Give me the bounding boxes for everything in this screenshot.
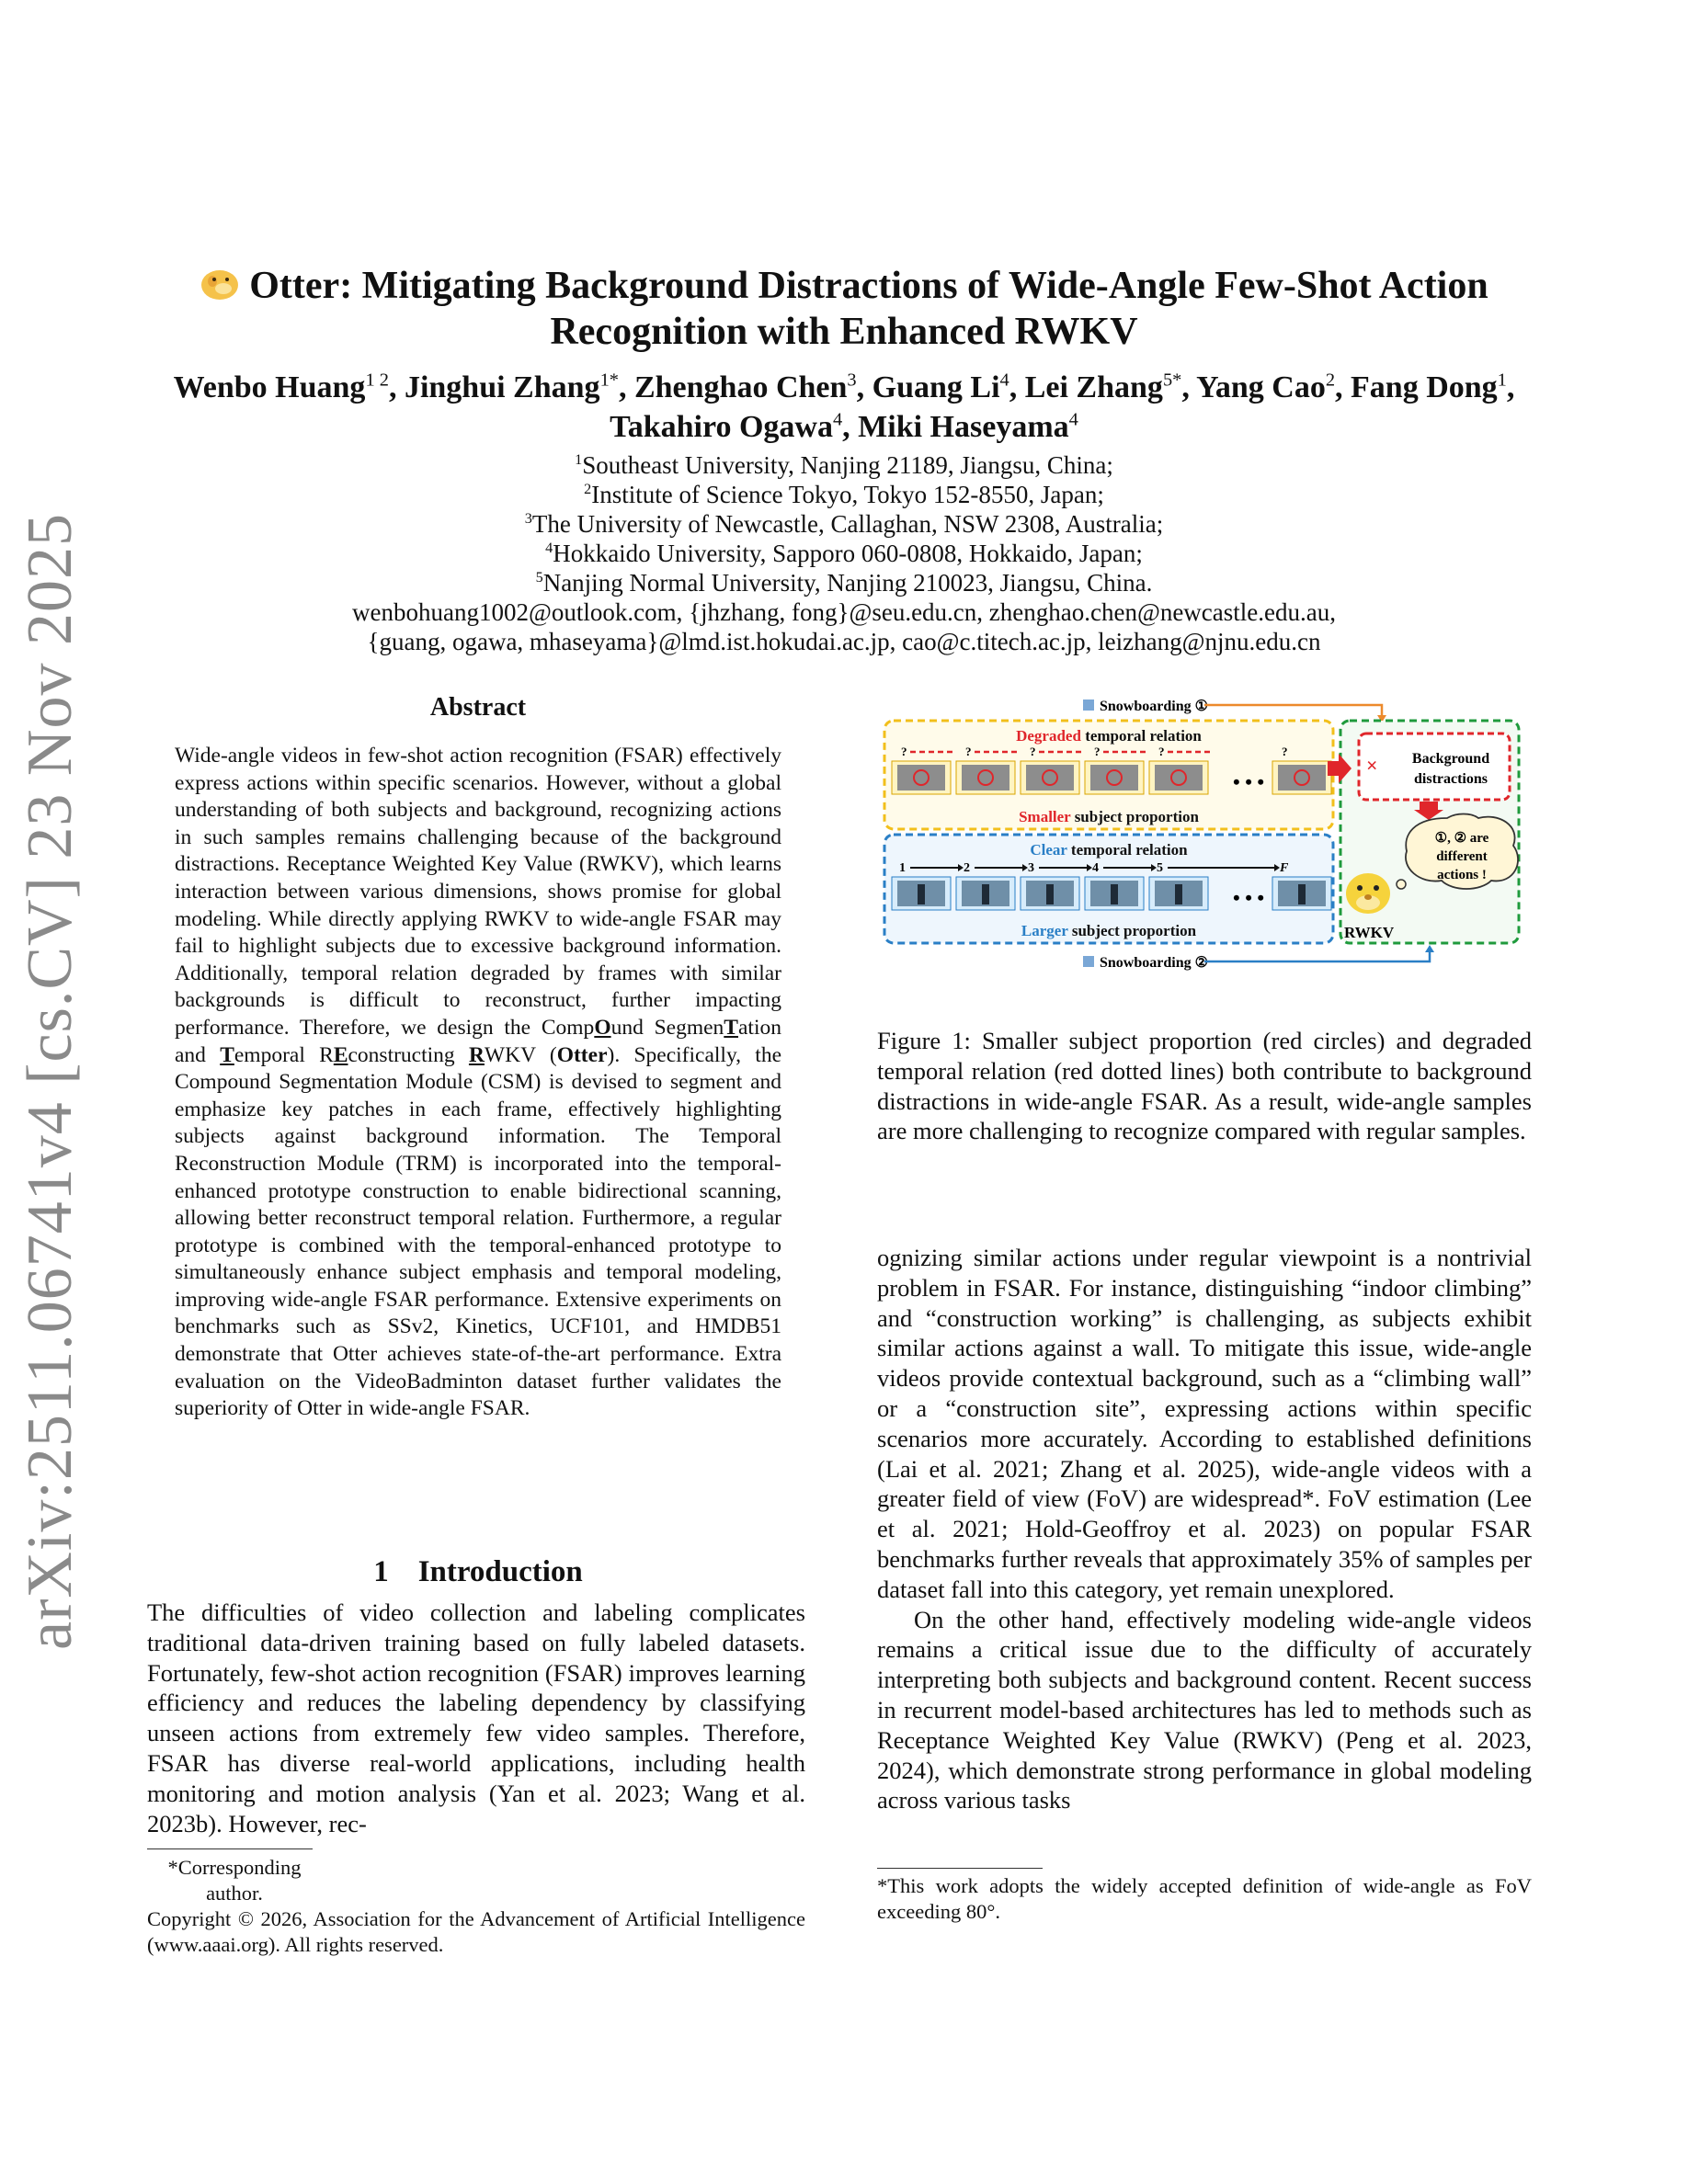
acronym-otter: Otter bbox=[556, 1042, 608, 1067]
bubble-text-3: actions ! bbox=[1437, 868, 1487, 882]
affiliation-text: The University of Newcastle, Callaghan, NSW 2308, Australia; bbox=[531, 510, 1164, 538]
top-arrow bbox=[1204, 705, 1382, 717]
background-distractions-box bbox=[1359, 734, 1510, 800]
acronym-letter: E bbox=[333, 1042, 348, 1067]
abstract-text-after: ). Specifically, the Compound Segmentation Module (CSM) is devised to segment and emphasize key patches in each frame, effectively highlighting subjects against background information. The Temporal Reconstruction Module (TRM) is incorporated into the temporal-enhanced prototype construction to enable bidirectional scanning, allowing better reconstruct temporal relation. Furthermore, a regular prototype is combined with the temporal-enhanced prototype to simultaneously enhance subject emphasis and temporal modeling, improving wide-angle FSAR performance. Extensive experiments on benchmarks such as SSv2, Kinetics, UCF101, and HMDB51 demonstrate that Otter achieves state-of-the-art performance. Extra evaluation on the VideoBadminton dataset further validates the superiority of Otter in wide-angle FSAR. bbox=[175, 1042, 782, 1421]
paragraph: On the other hand, effectively modeling wide-angle videos remains a critical issue due to the difficulty of accurately interpreting both subjects and background content. Recent success in recurrent model-based architectures has led to methods such as Receptance Weighted Key Value (RWKV) (Peng et al. 2023, 2024), which demonstrate strong performance in global modeling across various tasks bbox=[877, 1605, 1532, 1814]
author-separator: , bbox=[1009, 370, 1025, 404]
background-label-2: distractions bbox=[1414, 771, 1488, 787]
title-line-2: Recognition with Enhanced RWKV bbox=[550, 311, 1138, 353]
affiliation-number: 5 bbox=[535, 569, 543, 586]
footnote-rule bbox=[877, 1868, 1043, 1869]
snowboarding-1-label bbox=[1083, 699, 1208, 714]
bubble-text-2: different bbox=[1436, 849, 1488, 864]
snowboarding-2-label bbox=[1083, 955, 1208, 971]
section-heading-introduction bbox=[147, 1555, 809, 1589]
question-mark: ? bbox=[1158, 745, 1165, 758]
bubble-text-1: ①, ② are bbox=[1434, 831, 1489, 846]
affiliation-number: 1 bbox=[575, 451, 583, 468]
abstract-text-before: Wide-angle videos in few-shot action recognition (FSAR) effectively express actions within specific scenarios. However, without a global understanding of both subjects and background, recognizing actions in such samples remains challenging because of the background distractions. Receptance Weighted Key Value (RWKV), which learns interaction between various dimensions, shows promise for global modeling. While directly applying RWKV to wide-angle FSAR may fail to highlight subjects due to excessive background information. Additionally, temporal relation degraded by frames with similar backgrounds is difficult to reconstruct, further impacting performance. Therefore, we design the Comp bbox=[175, 744, 781, 1040]
snowboarder-icon bbox=[1083, 956, 1094, 967]
author-name: Wenbo Huang bbox=[173, 370, 366, 404]
acronym-letter: O bbox=[594, 1015, 611, 1040]
frame-ellipsis: • • • bbox=[1233, 886, 1265, 909]
acronym-fill: constructing bbox=[348, 1042, 469, 1067]
top-label-text: Snowboarding ① bbox=[1100, 699, 1208, 714]
author-name: Fang Dong bbox=[1351, 370, 1498, 404]
section-title: Introduction bbox=[417, 1555, 583, 1588]
author-affiliation-marker: 4 bbox=[1068, 409, 1078, 430]
wide-angle-frame bbox=[1026, 765, 1074, 791]
corresponding-author-note: *Corresponding author. bbox=[167, 1856, 302, 1905]
affiliation-text: Hokkaido University, Sapporo 060-0808, Hokkaido, Japan; bbox=[553, 540, 1143, 567]
acronym-fill: ation and bbox=[175, 1015, 781, 1067]
author-list bbox=[147, 368, 1541, 447]
author-name: Lei Zhang bbox=[1024, 370, 1163, 404]
frame-ellipsis: • • • bbox=[1233, 770, 1265, 793]
affiliation-number: 4 bbox=[545, 540, 553, 556]
affiliation-line bbox=[147, 568, 1541, 597]
title-line-1: Otter: Mitigating Background Distractions of Wide-Angle Few-Shot Action bbox=[249, 265, 1488, 307]
paragraph: ognizing similar actions under regular viewpoint is a nontrivial problem in FSAR. For instance, distinguishing “indoor climbing” and “construction working” is challenging, as subjects exhibit similar actions against a wall. To mitigate this issue, wide-angle videos provide contextual background, such as a “climbing wall” or a “construction site”, expressing actions within specific scenarios more accurately. According to established definitions (Lai et al. 2021; Zhang et al. 2025), wide-angle videos with a greater field of view (FoV) are widespread*. FoV estimation (Lee et al. 2021; Hold-Geoffroy et al. 2023) on popular FSAR benchmarks further reveals that approximately 35% of samples per dataset fall into this category, yet remain unexplored. bbox=[877, 1244, 1532, 1603]
author-affiliation-marker: 3 bbox=[847, 370, 857, 391]
frame-index: 1 bbox=[899, 861, 906, 875]
otter-mascot-icon bbox=[1346, 873, 1390, 914]
author-name: Miki Haseyama bbox=[858, 410, 1069, 444]
acronym-letter: T bbox=[724, 1015, 738, 1040]
abstract-body bbox=[175, 743, 781, 1423]
acronym-letter: R bbox=[468, 1042, 485, 1067]
author-separator: , bbox=[1335, 370, 1352, 404]
affiliation-line bbox=[147, 480, 1541, 509]
author-separator: , bbox=[842, 410, 859, 444]
subject-silhouette bbox=[1046, 884, 1054, 904]
subject-silhouette bbox=[1298, 884, 1306, 904]
down-arrow-stem bbox=[1420, 802, 1438, 811]
question-mark: ? bbox=[1282, 745, 1288, 758]
author-affiliation-marker: 2 bbox=[1325, 370, 1336, 391]
author-name: Jinghui Zhang bbox=[404, 370, 600, 404]
author-separator: , bbox=[1181, 370, 1197, 404]
wide-angle-frame bbox=[962, 765, 1009, 791]
subject-silhouette bbox=[1111, 884, 1118, 904]
affiliations bbox=[147, 450, 1541, 656]
right-column-text bbox=[877, 1243, 1532, 1815]
author-name: Guang Li bbox=[872, 370, 1000, 404]
author-separator: , bbox=[856, 370, 873, 404]
intro-paragraph: The difficulties of video collection and labeling complicates traditional data-driven training based on fully labeled datasets. Fortunately, few-shot action recognition (FSAR) improves learning efficiency and reduces the labeling dependency by classifying unseen actions from extremely few video samples. Therefore, FSAR has diverse real-world applications, including health monitoring and motion analysis (Yan et al. 2023; Wang et al. 2023b). However, rec- bbox=[147, 1598, 805, 1837]
subject-silhouette bbox=[1175, 884, 1182, 904]
footnote-fov: *This work adopts the widely accepted definition of wide-angle as FoV exceeding 80°. bbox=[877, 1874, 1532, 1923]
degraded-heading: Degraded temporal relation bbox=[1016, 727, 1202, 745]
copyright-note: Copyright © 2026, Association for the Advancement of Artificial Intelligence (www.aaai.org). All rights reserved. bbox=[147, 1907, 805, 1956]
wide-angle-frame bbox=[1090, 765, 1138, 791]
footnotes-left bbox=[147, 1855, 805, 1958]
frame-index: F bbox=[1280, 861, 1289, 875]
affiliation-line bbox=[147, 509, 1541, 539]
acronym-fill: emporal R bbox=[234, 1042, 334, 1067]
author-affiliation-marker: 1 bbox=[1497, 370, 1507, 391]
otter-logo-icon bbox=[200, 267, 240, 301]
figure-1-caption: Figure 1: Smaller subject proportion (red circles) and degraded temporal relation (red dotted lines) both contribute to background distractions in wide-angle FSAR. As a result, wide-angle samples are more challenging to recognize compared with regular samples. bbox=[877, 1027, 1532, 1145]
author-name: Zhenghao Chen bbox=[633, 370, 848, 404]
affiliation-line bbox=[147, 450, 1541, 480]
abstract-heading: Abstract bbox=[429, 693, 527, 722]
affiliation-number: 2 bbox=[584, 481, 592, 497]
author-affiliation-marker: 4 bbox=[999, 370, 1009, 391]
affiliation-number: 3 bbox=[524, 510, 532, 527]
paper-title bbox=[147, 263, 1541, 355]
author-separator: , bbox=[388, 370, 405, 404]
arxiv-identifier-stamp: arXiv:2511.06741v4 [cs.CV] 23 Nov 2025 bbox=[15, 513, 86, 1650]
author-separator: , bbox=[1506, 370, 1515, 404]
bottom-label-text: Snowboarding ② bbox=[1100, 955, 1208, 971]
frame-index: 5 bbox=[1157, 861, 1163, 875]
footnote-rule bbox=[147, 1848, 313, 1849]
question-mark: ? bbox=[1030, 745, 1036, 758]
email-line: {guang, ogawa, mhaseyama}@lmd.ist.hokudai.ac.jp, cao@c.titech.ac.jp, leizhang@njnu.edu.cn bbox=[367, 628, 1321, 655]
email-line: wenbohuang1002@outlook.com, {jhzhang, fong}@seu.edu.cn, zhenghao.chen@newcastle.edu.au, bbox=[352, 598, 1336, 626]
section-number: 1 bbox=[373, 1555, 389, 1588]
frame-index: 4 bbox=[1092, 861, 1099, 875]
cross-icon: × bbox=[1366, 754, 1378, 777]
bottom-arrow bbox=[1204, 950, 1430, 961]
acronym-fill: und Segmen bbox=[610, 1015, 724, 1040]
acronym-letter: T bbox=[220, 1042, 234, 1067]
wide-angle-frame bbox=[1278, 765, 1326, 791]
bubble-dot bbox=[1397, 880, 1406, 889]
author-affiliation-marker: 5* bbox=[1162, 370, 1182, 391]
author-name: Takahiro Ogawa bbox=[610, 410, 833, 444]
rwkv-label: RWKV bbox=[1344, 924, 1395, 941]
snowboarder-icon bbox=[1083, 700, 1094, 711]
author-separator: , bbox=[618, 370, 634, 404]
clear-heading: Clear temporal relation bbox=[1030, 841, 1188, 859]
question-mark: ? bbox=[901, 745, 907, 758]
question-mark: ? bbox=[965, 745, 972, 758]
affiliation-text: Southeast University, Nanjing 21189, Jiangsu, China; bbox=[582, 451, 1113, 479]
larger-heading: Larger subject proportion bbox=[1021, 922, 1197, 939]
figure-1-diagram bbox=[881, 697, 1524, 973]
wide-angle-frame bbox=[1155, 765, 1203, 791]
affiliation-line bbox=[147, 539, 1541, 568]
bottom-arrowhead bbox=[1425, 945, 1434, 952]
frame-index: 2 bbox=[964, 861, 970, 875]
acronym-fill: WKV ( bbox=[484, 1042, 557, 1067]
author-affiliation-marker: 1* bbox=[599, 370, 619, 391]
author-affiliation-marker: 4 bbox=[832, 409, 843, 430]
affiliation-text: Nanjing Normal University, Nanjing 210023, Jiangsu, China. bbox=[542, 569, 1153, 597]
question-mark: ? bbox=[1094, 745, 1101, 758]
author-name: Yang Cao bbox=[1196, 370, 1326, 404]
wide-angle-frame bbox=[897, 765, 945, 791]
subject-silhouette bbox=[982, 884, 989, 904]
author-affiliation-marker: 1 2 bbox=[365, 370, 389, 391]
smaller-heading: Smaller subject proportion bbox=[1019, 808, 1199, 825]
subject-silhouette bbox=[918, 884, 925, 904]
affiliation-text: Institute of Science Tokyo, Tokyo 152-8550, Japan; bbox=[591, 481, 1104, 508]
background-label-1: Background bbox=[1411, 751, 1490, 767]
affiliation-list bbox=[147, 450, 1541, 597]
frame-index: 3 bbox=[1028, 861, 1034, 875]
